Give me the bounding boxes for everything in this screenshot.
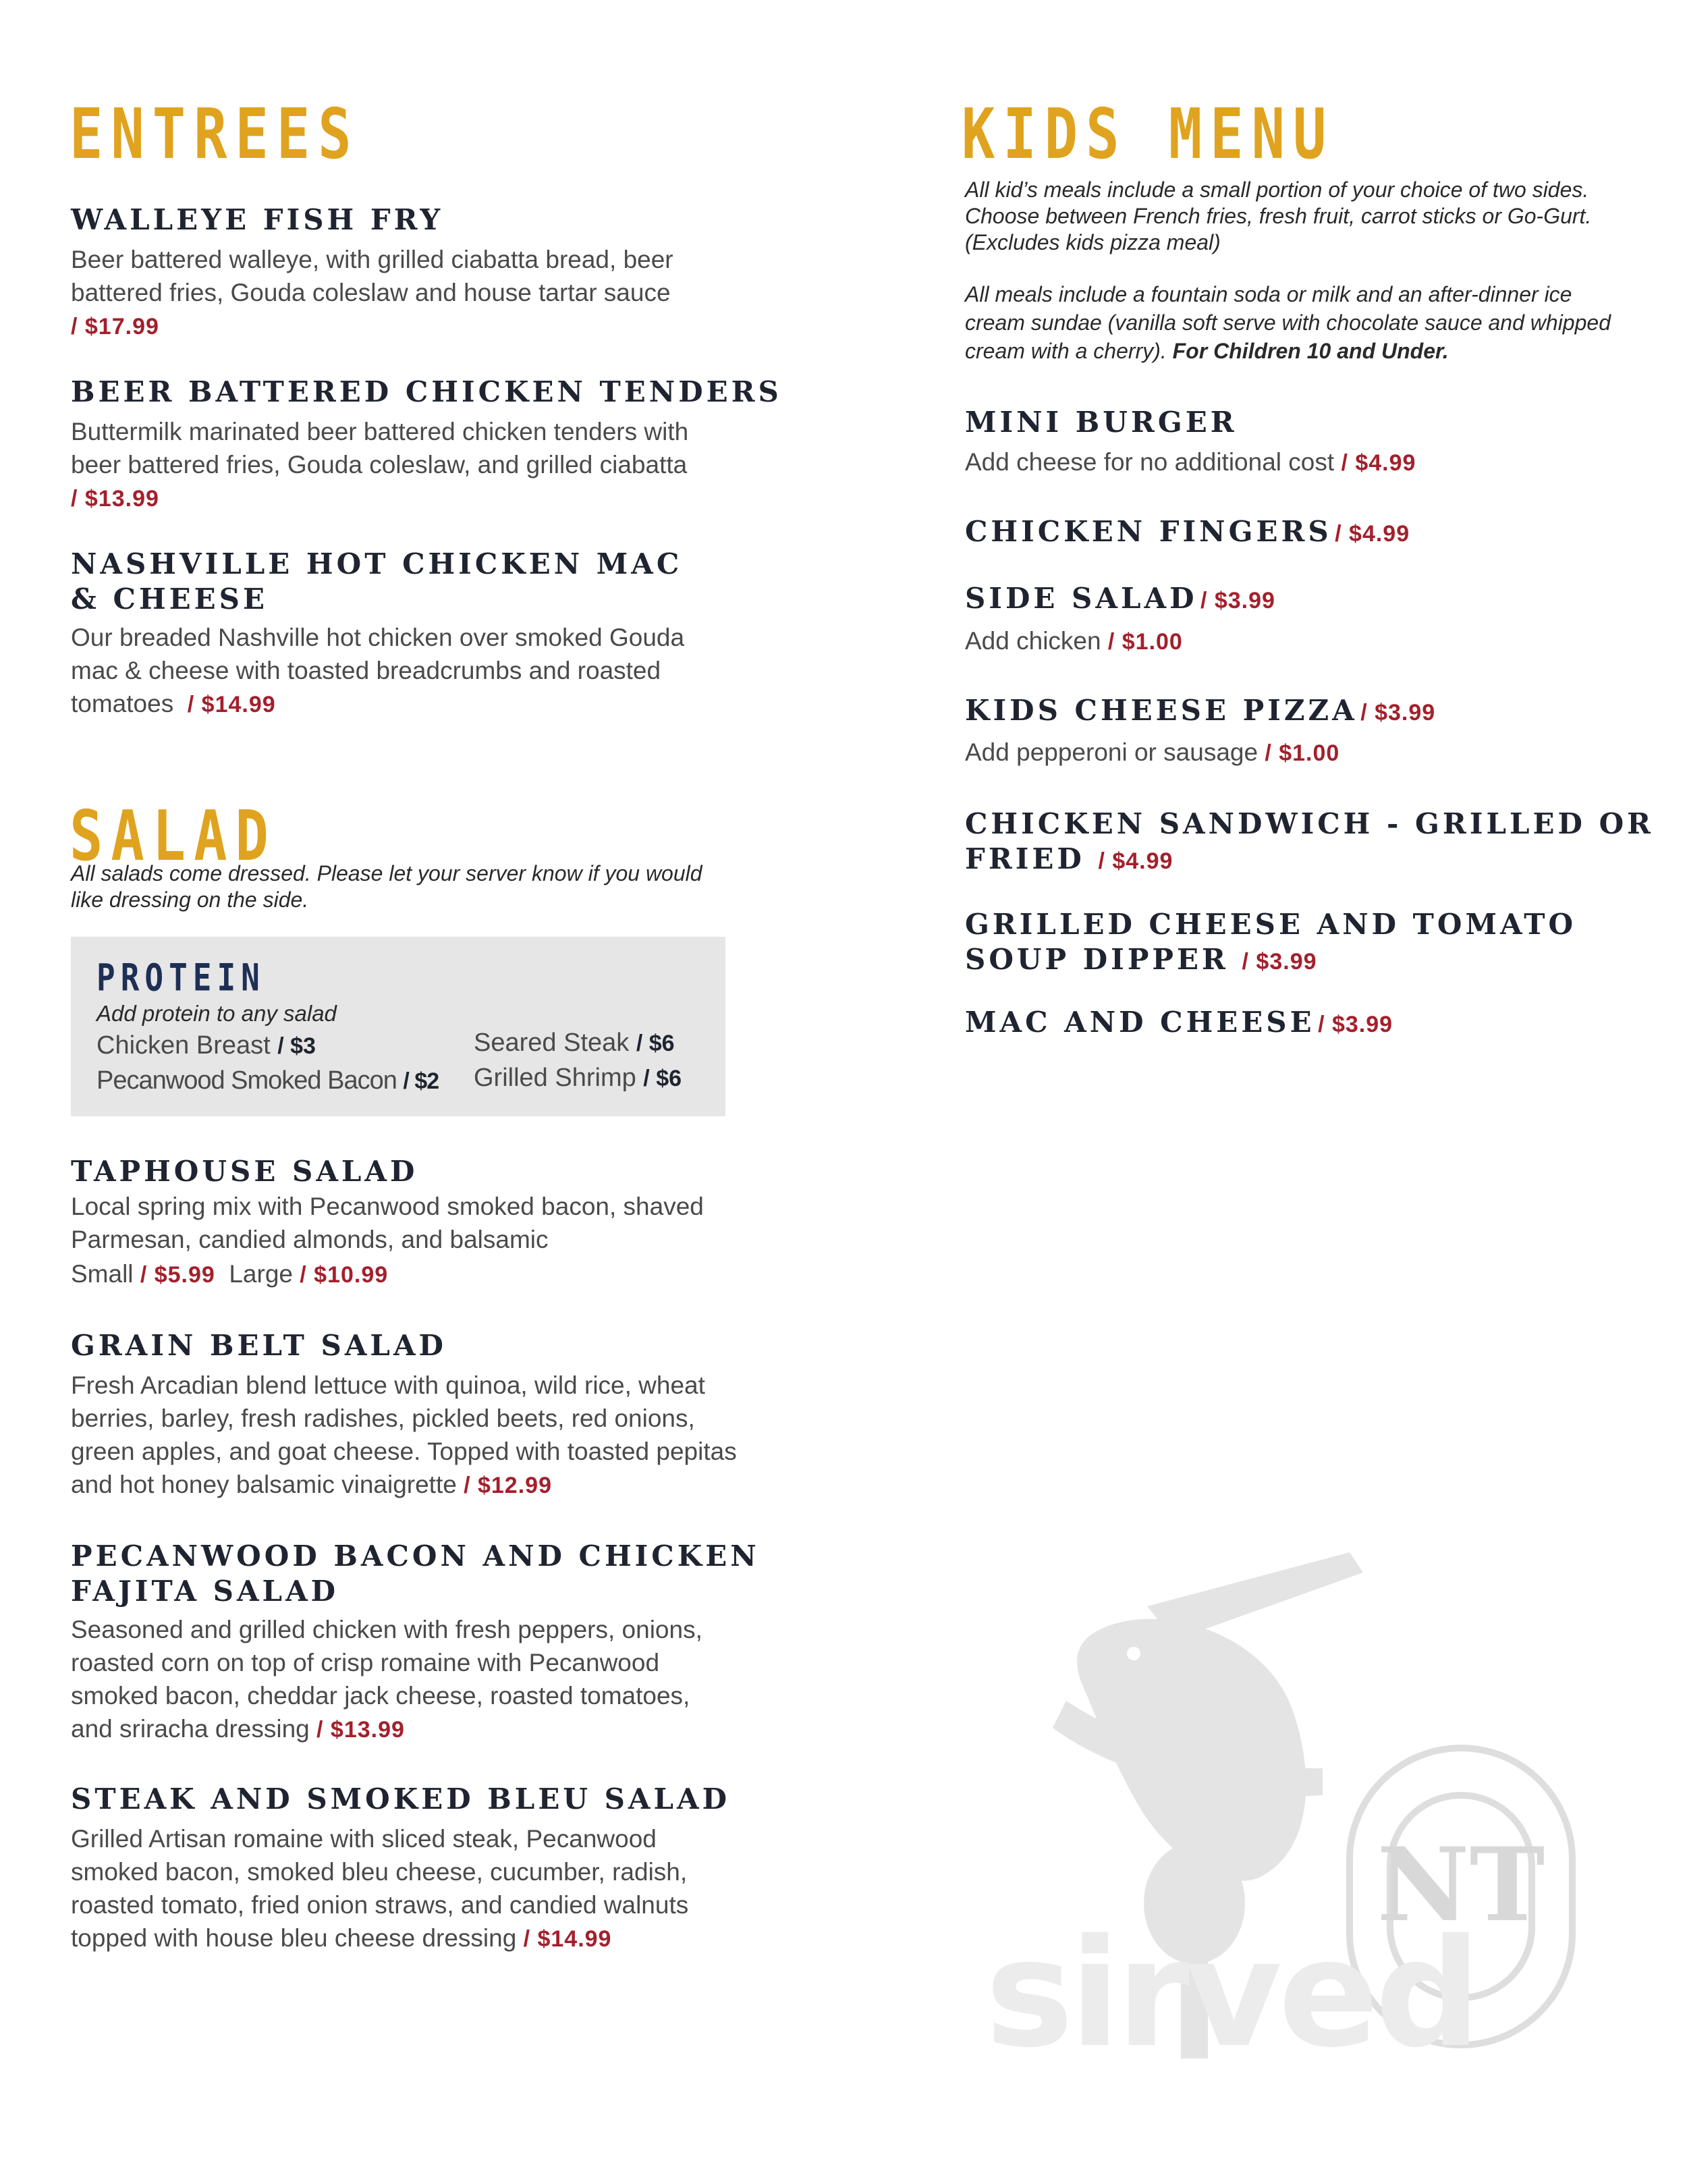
item-name: TAPHOUSE SALAD: [71, 1155, 418, 1188]
item-name: MINI BURGER: [965, 406, 1238, 439]
kids-age-note: For Children 10 and Under.: [1172, 339, 1449, 363]
protein-title: PROTEIN: [96, 956, 265, 1000]
item-name-line2: SOUP DIPPER: [965, 943, 1229, 976]
item-price: / $3.99: [1360, 700, 1436, 726]
item-price: / $13.99: [71, 486, 159, 512]
item-name: WALLEYE FISH FRY: [71, 203, 444, 236]
item-description: [71, 243, 719, 344]
item-header: [965, 694, 1435, 727]
item-price: / $3.99: [1242, 949, 1317, 975]
item-desc-text: Seasoned and grilled chicken with fresh peppers, onions, roasted corn on top of crisp romaine with Pecanwood smoked bacon, cheddar jack cheese, roasted tomatoes, and sriracha dressing: [71, 1616, 702, 1743]
item-price: / $14.99: [187, 692, 276, 717]
item-price: / $4.99: [1335, 521, 1410, 547]
protein-option: [474, 1064, 682, 1093]
entrees-title: ENTREES: [70, 94, 360, 175]
item-price: / $3.99: [1200, 588, 1275, 613]
item-name: SIDE SALAD: [965, 582, 1198, 615]
size-small-label: Small: [71, 1260, 134, 1288]
item-price: / $4.99: [1341, 450, 1416, 476]
item-desc-text: Add cheese for no additional cost: [965, 448, 1335, 476]
sirved-watermark-logo: [972, 1525, 1647, 2065]
item-desc-text: Buttermilk marinated beer battered chicken tenders with beer battered fries, Gouda coleslaw, and grilled ciabatta: [71, 418, 689, 479]
item-desc-text: Local spring mix with Pecanwood smoked bacon, shaved Parmesan, candied almonds, and balsamic: [71, 1193, 704, 1253]
item-description: [965, 445, 1416, 480]
protein-label: Pecanwood Smoked Bacon: [96, 1066, 397, 1095]
item-description: [965, 624, 1183, 659]
salad-title: SALAD: [70, 796, 277, 877]
item-price: / $12.99: [464, 1473, 552, 1498]
item-name-line1: GRILLED CHEESE AND TOMATO: [965, 908, 1577, 941]
item-description: [71, 1822, 729, 1956]
kids-item-grilled-cheese: [965, 907, 1576, 979]
item-description: [71, 1369, 739, 1502]
kids-item-chicken-fingers: [965, 515, 1410, 548]
item-name: STEAK AND SMOKED BLEU SALAD: [71, 1782, 731, 1816]
item-desc-text: Our breaded Nashville hot chicken over smoked Gouda mac & cheese with toasted breadcrumbs and roasted tomatoes: [71, 624, 685, 717]
item-header: [965, 582, 1275, 615]
kids-note-drinks-text: All meals include a fountain soda or milk and an after-dinner ice cream sundae (vanilla soft serve with chocolate sauce and whipped cream with a cherry).: [965, 282, 1611, 363]
protein-label: Chicken Breast: [96, 1031, 271, 1060]
item-desc-text: Add pepperoni or sausage: [965, 738, 1259, 766]
item-name: MAC AND CHEESE: [965, 1006, 1315, 1039]
size-large-label: Large: [229, 1260, 293, 1288]
protein-option: [96, 1031, 316, 1060]
item-price: / $4.99: [1098, 848, 1173, 874]
kids-item-mac-cheese: [965, 1006, 1393, 1039]
item-description: [71, 415, 719, 516]
protein-price: / $6: [636, 1031, 675, 1056]
item-description: [71, 1613, 729, 1747]
item-name: [71, 1539, 760, 1609]
item-name: GRAIN BELT SALAD: [71, 1329, 447, 1362]
item-desc-text: Beer battered walleye, with grilled ciabatta bread, beer battered fries, Gouda coleslaw and house tartar sauce: [71, 246, 673, 306]
item-name-line2: FAJITA SALAD: [71, 1575, 339, 1608]
item-price: / $13.99: [316, 1717, 405, 1743]
item-name-line1: PECANWOOD BACON AND CHICKEN: [71, 1539, 760, 1573]
addon-price: / $1.00: [1265, 740, 1340, 766]
item-name-line2: FRIED: [965, 842, 1085, 875]
addon-price: / $1.00: [1107, 629, 1183, 655]
size-large-price: / $10.99: [300, 1262, 389, 1288]
item-desc-text: Grilled Artisan romaine with sliced steak, Pecanwood smoked bacon, smoked bleu cheese, cucumber, radish, roasted tomato, fried onion straws, and candied walnuts topped with house bleu cheese dressing: [71, 1825, 689, 1952]
item-desc-text: Fresh Arcadian blend lettuce with quinoa, wild rice, wheat berries, barley, fresh radishes, pickled beets, red onions, green apples, and goat cheese. Topped with toasted pepitas and hot honey balsamic vinaigrette: [71, 1371, 737, 1498]
protein-box: [71, 937, 725, 1116]
item-price: / $14.99: [523, 1926, 612, 1952]
protein-label: Seared Steak: [474, 1029, 630, 1057]
protein-price: / $6: [643, 1066, 682, 1091]
item-name: KIDS CHEESE PIZZA: [965, 694, 1358, 727]
item-description: [71, 1190, 732, 1256]
sirved-brand-text: sirved: [985, 1907, 1477, 2065]
item-name-line2: & CHEESE: [71, 582, 269, 616]
item-name: BEER BATTERED CHICKEN TENDERS: [71, 375, 782, 408]
protein-option: [474, 1029, 675, 1058]
protein-option: [96, 1066, 439, 1095]
protein-price: / $2: [403, 1068, 439, 1094]
item-name-line1: NASHVILLE HOT CHICKEN MAC: [71, 547, 683, 580]
kids-item-chicken-sandwich: [965, 807, 1654, 879]
item-name: CHICKEN FINGERS: [965, 515, 1332, 548]
salad-note: All salads come dressed. Please let your server know if you would like dressing on the side.: [71, 861, 702, 912]
kids-note-drinks: [965, 280, 1626, 365]
protein-note: Add protein to any salad: [96, 1001, 337, 1026]
item-name: [71, 547, 682, 617]
logo-monogram: NT: [1377, 1826, 1545, 1944]
protein-label: Grilled Shrimp: [474, 1064, 636, 1092]
item-price: / $17.99: [71, 314, 159, 339]
kids-note-sides: All kid’s meals include a small portion of your choice of two sides. Choose between French fries, fresh fruit, carrot sticks or Go-Gurt. (Excludes kids pizza meal): [965, 178, 1592, 254]
item-name-line1: CHICKEN SANDWICH - GRILLED OR: [965, 807, 1655, 840]
item-sizes: [71, 1257, 388, 1292]
item-price: / $3.99: [1318, 1012, 1393, 1037]
kids-menu-title: KIDS MENU: [962, 94, 1335, 175]
protein-price: / $3: [277, 1033, 316, 1059]
item-desc-text: Add chicken: [965, 627, 1101, 655]
size-small-price: / $5.99: [140, 1262, 215, 1288]
item-description: [71, 621, 719, 721]
item-description: [965, 736, 1339, 770]
